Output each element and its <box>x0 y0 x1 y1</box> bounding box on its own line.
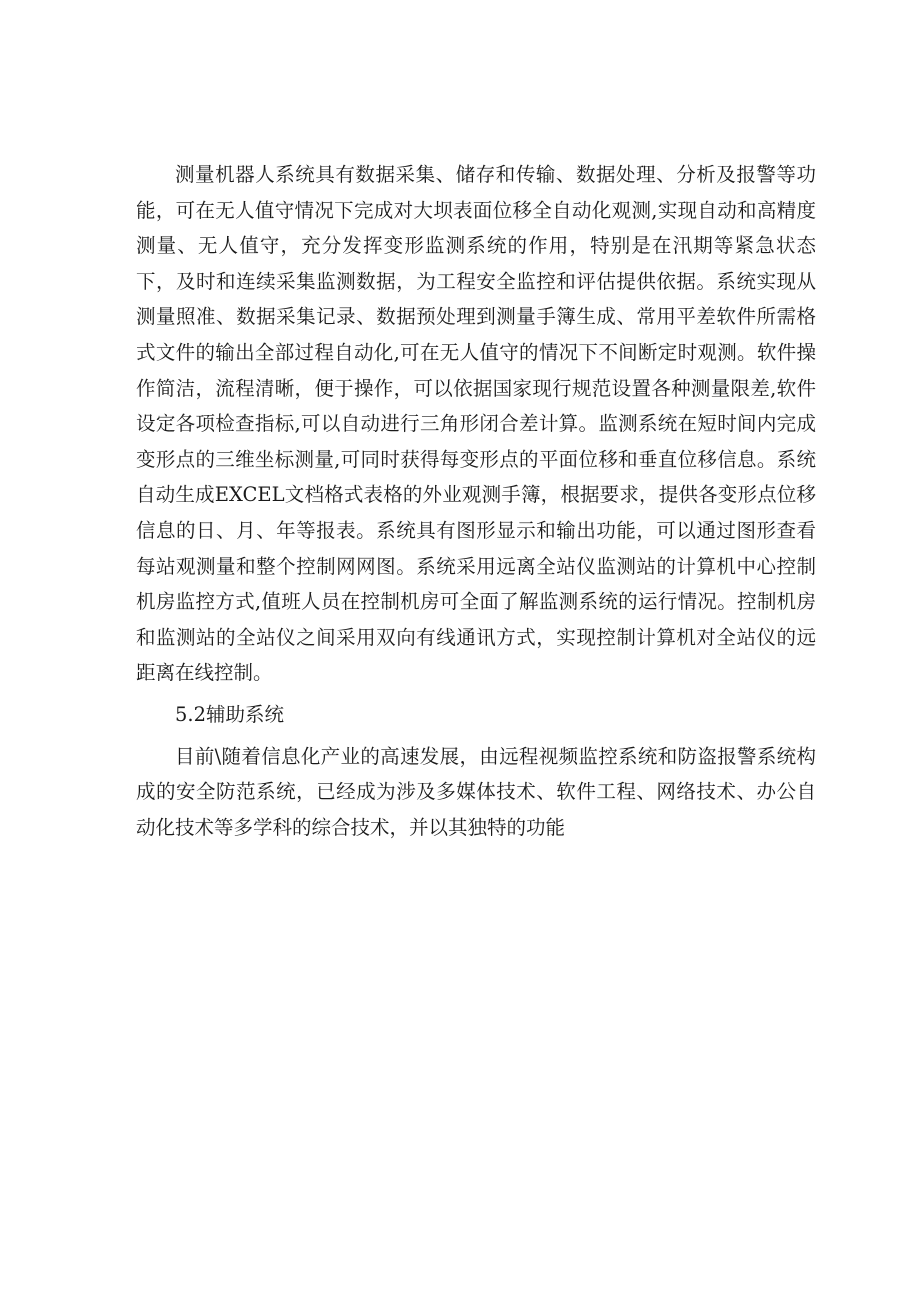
section-heading: 5.2辅助系统 <box>175 702 285 726</box>
paragraph-measurement-robot: 测量机器人系统具有数据采集、储存和传输、数据处理、分析及报警等功能，可在无人值守情况下完成对大坝表面位移全自动化观测,实现自动和高精度测量、无人值守，充分发挥变形监测系统的作用，特别是在汛期等紧急状态下，及时和连续采集监测数据，为工程安全监控和评估提供依据。系统实现从测量照准、数据采集记录、数据预处理到测量手簿生成、常用平差软件所需格式文件的输出全部过程自动化,可在无人值守的情况下不间断定时观测。软件操作简洁，流程清晰，便于操作，可以依据国家现行规范设置各种测量限差,软件设定各项检查指标,可以自动进行三角形闭合差计算。监测系统在短时间内完成变形点的三维坐标测量,可同时获得每变形点的平面位移和垂直位移信息。系统自动生成EXCEL文档格式表格的外业观测手簿，根据要求，提供各变形点位移信息的日、月、年等报表。系统具有图形显示和输出功能，可以通过图形查看每站观测量和整个控制网网图。系统采用远离全站仪监测站的计算机中心控制机房监控方式,值班人员在控制机房可全面了解监测系统的运行情况。控制机房和监测站的全站仪之间采用双向有线通讯方式，实现控制计算机对全站仪的远距离在线控制。 <box>136 163 816 685</box>
document-body <box>136 157 816 845</box>
paragraph-auxiliary-system: 目前\随着信息化产业的高速发展，由远程视频监控系统和防盗报警系统构成的安全防范系统，已经成为涉及多媒体技术、软件工程、网络技术、办公自动化技术等多学科的综合技术，并以其独特的功能 <box>136 744 816 839</box>
